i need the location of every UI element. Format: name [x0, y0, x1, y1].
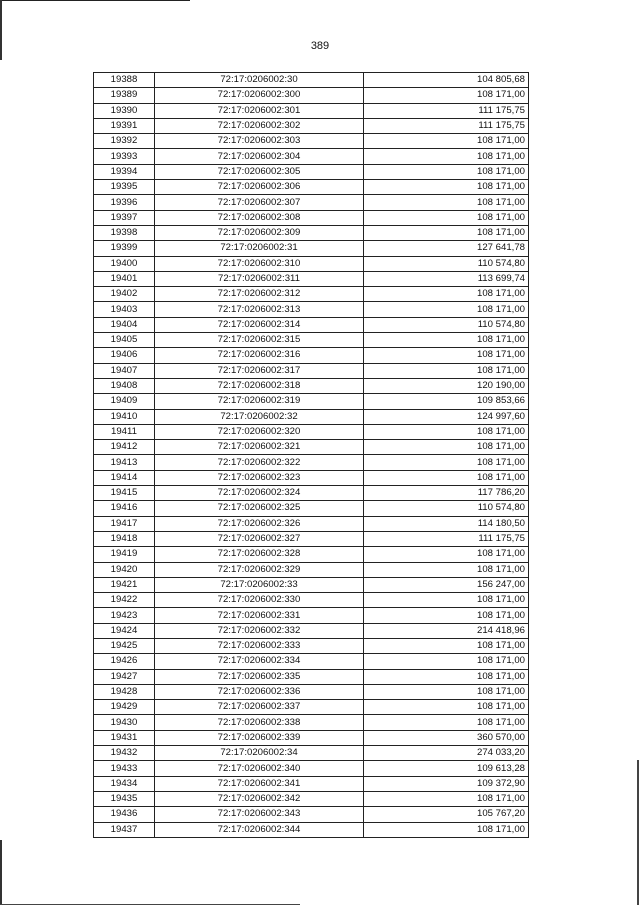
- cadastral-number-cell: 72:17:0206002:31: [155, 241, 364, 256]
- cadastral-value-cell: 108 171,00: [364, 180, 529, 195]
- cadastral-number-cell: 72:17:0206002:34: [155, 746, 364, 761]
- cadastral-value-cell: 120 190,00: [364, 378, 529, 393]
- table-row: [94, 791, 529, 806]
- table-row: [94, 424, 529, 439]
- cadastral-value-cell: 108 171,00: [364, 715, 529, 730]
- table-row: [94, 363, 529, 378]
- row-number-cell: 19406: [94, 348, 155, 363]
- row-number-cell: 19431: [94, 730, 155, 745]
- cadastral-number-cell: 72:17:0206002:304: [155, 149, 364, 164]
- cadastral-number-cell: 72:17:0206002:326: [155, 516, 364, 531]
- table-row: [94, 577, 529, 592]
- cadastral-value-cell: 111 175,75: [364, 103, 529, 118]
- table-row: [94, 287, 529, 302]
- row-number-cell: 19407: [94, 363, 155, 378]
- scan-edge-right: [637, 760, 639, 905]
- cadastral-number-cell: 72:17:0206002:330: [155, 593, 364, 608]
- cadastral-value-cell: 108 171,00: [364, 669, 529, 684]
- cadastral-value-cell: 156 247,00: [364, 577, 529, 592]
- table-row: [94, 501, 529, 516]
- row-number-cell: 19414: [94, 470, 155, 485]
- cadastral-value-cell: 108 171,00: [364, 791, 529, 806]
- scan-edge-top: [0, 0, 190, 1]
- cadastral-value-cell: 360 570,00: [364, 730, 529, 745]
- cadastral-number-cell: 72:17:0206002:306: [155, 180, 364, 195]
- cadastral-number-cell: 72:17:0206002:316: [155, 348, 364, 363]
- cadastral-number-cell: 72:17:0206002:308: [155, 210, 364, 225]
- cadastral-number-cell: 72:17:0206002:328: [155, 547, 364, 562]
- row-number-cell: 19389: [94, 88, 155, 103]
- row-number-cell: 19429: [94, 700, 155, 715]
- table-row: [94, 88, 529, 103]
- table-row: [94, 562, 529, 577]
- row-number-cell: 19413: [94, 455, 155, 470]
- table-row: [94, 118, 529, 133]
- table-row: [94, 638, 529, 653]
- cadastral-value-cell: 111 175,75: [364, 118, 529, 133]
- cadastral-value-cell: 110 574,80: [364, 501, 529, 516]
- cadastral-value-cell: 109 372,90: [364, 776, 529, 791]
- row-number-cell: 19427: [94, 669, 155, 684]
- cadastral-number-cell: 72:17:0206002:312: [155, 287, 364, 302]
- cadastral-value-cell: 108 171,00: [364, 348, 529, 363]
- cadastral-value-cell: 111 175,75: [364, 531, 529, 546]
- cadastral-value-cell: 108 171,00: [364, 164, 529, 179]
- cadastral-value-cell: 108 171,00: [364, 195, 529, 210]
- cadastral-number-cell: 72:17:0206002:339: [155, 730, 364, 745]
- row-number-cell: 19418: [94, 531, 155, 546]
- cadastral-value-cell: 109 613,28: [364, 761, 529, 776]
- table-row: [94, 730, 529, 745]
- cadastral-value-cell: 127 641,78: [364, 241, 529, 256]
- table-row: [94, 180, 529, 195]
- table-row: [94, 378, 529, 393]
- row-number-cell: 19392: [94, 134, 155, 149]
- cadastral-value-cell: 104 805,68: [364, 73, 529, 88]
- scan-edge-left-lower: [0, 840, 2, 905]
- table-row: [94, 593, 529, 608]
- table-row: [94, 440, 529, 455]
- row-number-cell: 19423: [94, 608, 155, 623]
- cadastral-value-cell: 108 171,00: [364, 562, 529, 577]
- table-row: [94, 164, 529, 179]
- cadastral-value-cell: 108 171,00: [364, 333, 529, 348]
- cadastral-value-cell: 274 033,20: [364, 746, 529, 761]
- table-row: [94, 684, 529, 699]
- cadastral-value-cell: 108 171,00: [364, 684, 529, 699]
- cadastral-number-cell: 72:17:0206002:311: [155, 271, 364, 286]
- row-number-cell: 19430: [94, 715, 155, 730]
- row-number-cell: 19396: [94, 195, 155, 210]
- table-row: [94, 746, 529, 761]
- cadastral-number-cell: 72:17:0206002:309: [155, 225, 364, 240]
- cadastral-number-cell: 72:17:0206002:300: [155, 88, 364, 103]
- table-row: [94, 531, 529, 546]
- row-number-cell: 19415: [94, 486, 155, 501]
- table-row: [94, 333, 529, 348]
- row-number-cell: 19397: [94, 210, 155, 225]
- row-number-cell: 19420: [94, 562, 155, 577]
- table-body: [94, 73, 529, 838]
- cadastral-number-cell: 72:17:0206002:307: [155, 195, 364, 210]
- table-row: [94, 470, 529, 485]
- row-number-cell: 19411: [94, 424, 155, 439]
- cadastral-number-cell: 72:17:0206002:340: [155, 761, 364, 776]
- cadastral-number-cell: 72:17:0206002:319: [155, 394, 364, 409]
- cadastral-number-cell: 72:17:0206002:302: [155, 118, 364, 133]
- cadastral-value-cell: 108 171,00: [364, 608, 529, 623]
- cadastral-value-cell: 108 171,00: [364, 593, 529, 608]
- row-number-cell: 19404: [94, 317, 155, 332]
- table-row: [94, 669, 529, 684]
- cadastral-value-cell: 108 171,00: [364, 440, 529, 455]
- row-number-cell: 19400: [94, 256, 155, 271]
- table-row: [94, 455, 529, 470]
- cadastral-number-cell: 72:17:0206002:301: [155, 103, 364, 118]
- row-number-cell: 19426: [94, 654, 155, 669]
- row-number-cell: 19421: [94, 577, 155, 592]
- row-number-cell: 19390: [94, 103, 155, 118]
- cadastral-number-cell: 72:17:0206002:327: [155, 531, 364, 546]
- cadastral-number-cell: 72:17:0206002:344: [155, 822, 364, 837]
- table-row: [94, 623, 529, 638]
- cadastral-number-cell: 72:17:0206002:303: [155, 134, 364, 149]
- cadastral-number-cell: 72:17:0206002:310: [155, 256, 364, 271]
- table-row: [94, 608, 529, 623]
- row-number-cell: 19410: [94, 409, 155, 424]
- cadastral-number-cell: 72:17:0206002:33: [155, 577, 364, 592]
- row-number-cell: 19412: [94, 440, 155, 455]
- table-row: [94, 195, 529, 210]
- cadastral-value-cell: 108 171,00: [364, 302, 529, 317]
- cadastral-number-cell: 72:17:0206002:314: [155, 317, 364, 332]
- cadastral-value-cell: 108 171,00: [364, 88, 529, 103]
- table-row: [94, 394, 529, 409]
- row-number-cell: 19398: [94, 225, 155, 240]
- row-number-cell: 19408: [94, 378, 155, 393]
- table-row: [94, 654, 529, 669]
- cadastral-number-cell: 72:17:0206002:321: [155, 440, 364, 455]
- cadastral-number-cell: 72:17:0206002:320: [155, 424, 364, 439]
- cadastral-number-cell: 72:17:0206002:335: [155, 669, 364, 684]
- table-row: [94, 807, 529, 822]
- table-row: [94, 149, 529, 164]
- cadastral-value-cell: 124 997,60: [364, 409, 529, 424]
- cadastral-value-cell: 109 853,66: [364, 394, 529, 409]
- cadastral-value-cell: 108 171,00: [364, 149, 529, 164]
- table-row: [94, 547, 529, 562]
- row-number-cell: 19436: [94, 807, 155, 822]
- cadastral-number-cell: 72:17:0206002:325: [155, 501, 364, 516]
- cadastral-value-cell: 108 171,00: [364, 654, 529, 669]
- table-row: [94, 103, 529, 118]
- row-number-cell: 19437: [94, 822, 155, 837]
- cadastral-number-cell: 72:17:0206002:342: [155, 791, 364, 806]
- table-row: [94, 317, 529, 332]
- cadastral-value-cell: 105 767,20: [364, 807, 529, 822]
- cadastral-value-cell: 113 699,74: [364, 271, 529, 286]
- table-row: [94, 409, 529, 424]
- row-number-cell: 19401: [94, 271, 155, 286]
- row-number-cell: 19405: [94, 333, 155, 348]
- row-number-cell: 19432: [94, 746, 155, 761]
- table-row: [94, 348, 529, 363]
- table-row: [94, 256, 529, 271]
- cadastral-number-cell: 72:17:0206002:30: [155, 73, 364, 88]
- cadastral-number-cell: 72:17:0206002:336: [155, 684, 364, 699]
- row-number-cell: 19417: [94, 516, 155, 531]
- cadastral-number-cell: 72:17:0206002:338: [155, 715, 364, 730]
- row-number-cell: 19394: [94, 164, 155, 179]
- cadastral-number-cell: 72:17:0206002:334: [155, 654, 364, 669]
- cadastral-value-cell: 108 171,00: [364, 363, 529, 378]
- table-row: [94, 241, 529, 256]
- table-row: [94, 225, 529, 240]
- cadastral-value-cell: 108 171,00: [364, 470, 529, 485]
- cadastral-number-cell: 72:17:0206002:305: [155, 164, 364, 179]
- cadastral-value-cell: 108 171,00: [364, 424, 529, 439]
- table-row: [94, 271, 529, 286]
- row-number-cell: 19399: [94, 241, 155, 256]
- table-row: [94, 700, 529, 715]
- cadastral-value-cell: 108 171,00: [364, 210, 529, 225]
- cadastral-number-cell: 72:17:0206002:331: [155, 608, 364, 623]
- cadastral-number-cell: 72:17:0206002:332: [155, 623, 364, 638]
- cadastral-value-cell: 108 171,00: [364, 225, 529, 240]
- table-row: [94, 516, 529, 531]
- table-row: [94, 210, 529, 225]
- row-number-cell: 19422: [94, 593, 155, 608]
- table-row: [94, 776, 529, 791]
- cadastral-number-cell: 72:17:0206002:329: [155, 562, 364, 577]
- table-row: [94, 486, 529, 501]
- cadastral-number-cell: 72:17:0206002:341: [155, 776, 364, 791]
- row-number-cell: 19393: [94, 149, 155, 164]
- row-number-cell: 19388: [94, 73, 155, 88]
- row-number-cell: 19402: [94, 287, 155, 302]
- cadastral-number-cell: 72:17:0206002:333: [155, 638, 364, 653]
- cadastral-number-cell: 72:17:0206002:318: [155, 378, 364, 393]
- table-row: [94, 302, 529, 317]
- cadastral-number-cell: 72:17:0206002:337: [155, 700, 364, 715]
- cadastral-number-cell: 72:17:0206002:317: [155, 363, 364, 378]
- table-row: [94, 134, 529, 149]
- row-number-cell: 19424: [94, 623, 155, 638]
- cadastral-value-cell: 108 171,00: [364, 134, 529, 149]
- table-row: [94, 761, 529, 776]
- cadastral-number-cell: 72:17:0206002:343: [155, 807, 364, 822]
- table-row: [94, 715, 529, 730]
- cadastral-number-cell: 72:17:0206002:32: [155, 409, 364, 424]
- cadastral-value-cell: 108 171,00: [364, 700, 529, 715]
- cadastral-number-cell: 72:17:0206002:315: [155, 333, 364, 348]
- cadastral-number-cell: 72:17:0206002:322: [155, 455, 364, 470]
- table-row: [94, 73, 529, 88]
- row-number-cell: 19395: [94, 180, 155, 195]
- cadastral-value-cell: 108 171,00: [364, 287, 529, 302]
- cadastral-number-cell: 72:17:0206002:313: [155, 302, 364, 317]
- cadastral-value-table: [93, 72, 529, 838]
- row-number-cell: 19409: [94, 394, 155, 409]
- cadastral-value-cell: 110 574,80: [364, 256, 529, 271]
- page-number: 389: [310, 40, 330, 52]
- row-number-cell: 19419: [94, 547, 155, 562]
- cadastral-value-cell: 108 171,00: [364, 455, 529, 470]
- cadastral-value-cell: 108 171,00: [364, 822, 529, 837]
- cadastral-value-cell: 108 171,00: [364, 638, 529, 653]
- row-number-cell: 19403: [94, 302, 155, 317]
- cadastral-number-cell: 72:17:0206002:323: [155, 470, 364, 485]
- cadastral-number-cell: 72:17:0206002:324: [155, 486, 364, 501]
- row-number-cell: 19425: [94, 638, 155, 653]
- cadastral-value-cell: 117 786,20: [364, 486, 529, 501]
- row-number-cell: 19435: [94, 791, 155, 806]
- row-number-cell: 19434: [94, 776, 155, 791]
- cadastral-value-cell: 214 418,96: [364, 623, 529, 638]
- cadastral-value-cell: 108 171,00: [364, 547, 529, 562]
- row-number-cell: 19416: [94, 501, 155, 516]
- cadastral-value-cell: 114 180,50: [364, 516, 529, 531]
- row-number-cell: 19391: [94, 118, 155, 133]
- row-number-cell: 19428: [94, 684, 155, 699]
- cadastral-value-cell: 110 574,80: [364, 317, 529, 332]
- row-number-cell: 19433: [94, 761, 155, 776]
- table-row: [94, 822, 529, 837]
